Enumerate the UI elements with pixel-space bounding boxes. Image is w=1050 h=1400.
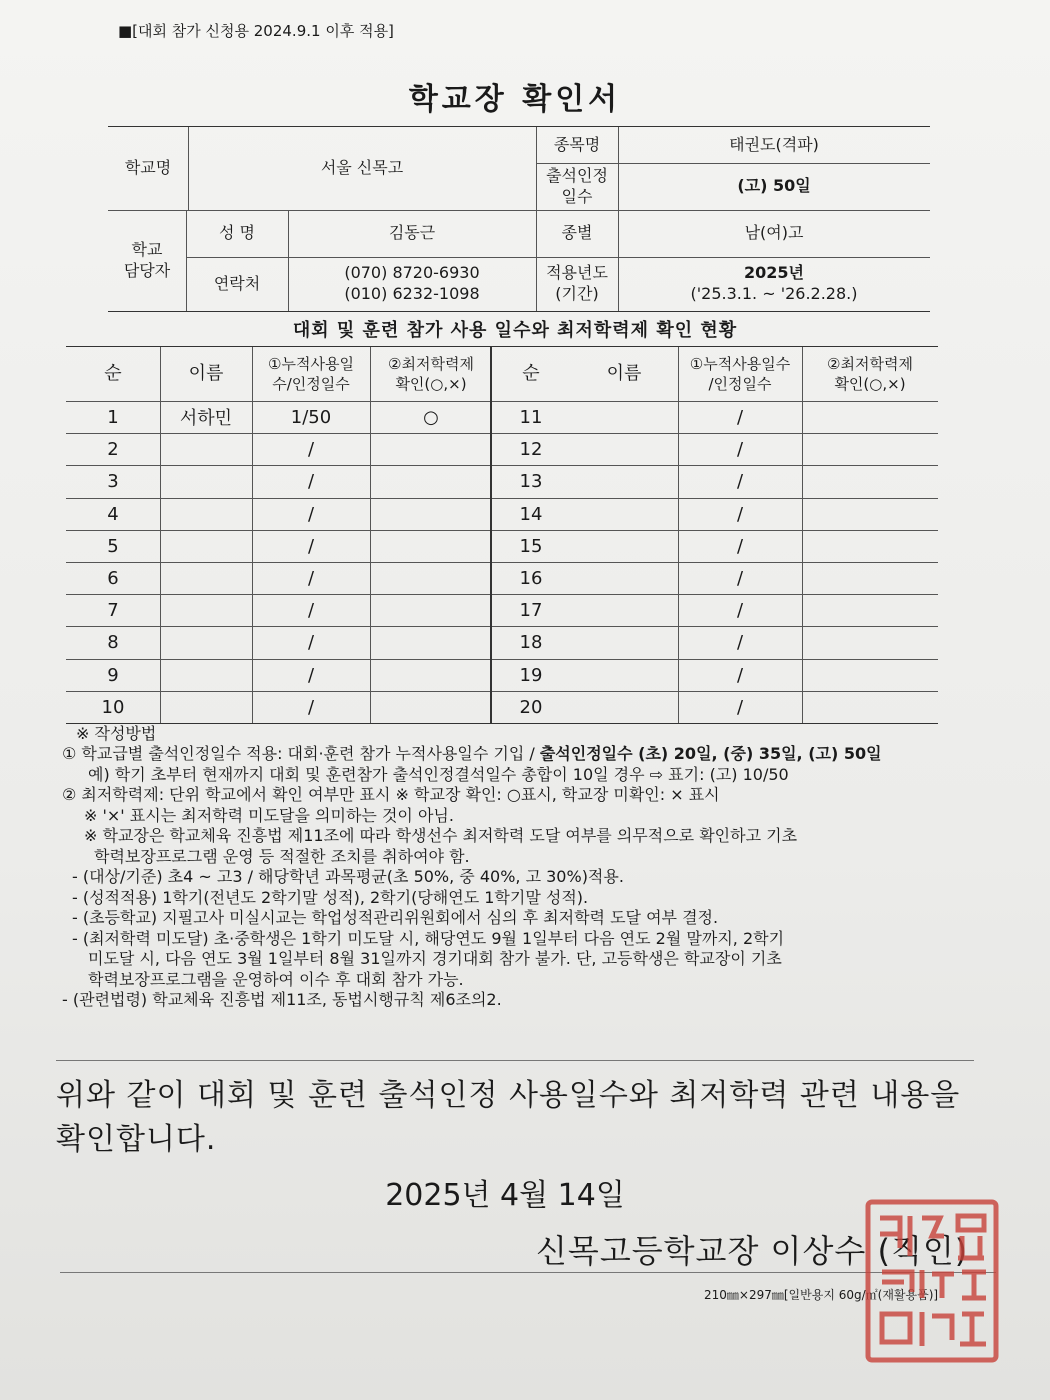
student-name	[160, 626, 252, 658]
row-number: 3	[107, 470, 119, 492]
sport-label: 종목명	[553, 134, 601, 154]
header-check-right-line1: ②최저학력제	[827, 354, 913, 373]
used-days: /	[736, 470, 744, 492]
student-name	[160, 562, 252, 594]
used-days: /	[307, 631, 315, 653]
notes-heading: ※ 작성방법	[76, 724, 157, 743]
detail-4-line2: 미도달 시, 다음 연도 3월 1일부터 8월 31일까지 경기대회 참가 불가. 단, 고등학생은 학교장이 기초	[88, 949, 782, 969]
header-name-left: 이름	[188, 362, 224, 384]
used-days: /	[736, 406, 744, 428]
row-number: 6	[107, 567, 119, 589]
row-number: 8	[107, 631, 119, 653]
used-days: /	[736, 696, 744, 718]
row-number: 13	[519, 470, 543, 492]
header-days-left	[252, 347, 370, 401]
min-academic-check	[802, 594, 938, 626]
note-1	[62, 744, 972, 764]
student-name	[160, 433, 252, 465]
row-number: 19	[519, 664, 543, 686]
used-days: /	[307, 567, 315, 589]
row-number: 14	[519, 503, 543, 525]
row-number: 11	[519, 406, 543, 428]
header-days-left-line2: 수/인정일수	[272, 375, 350, 393]
min-academic-check	[802, 498, 938, 530]
header-check-left-line1: ②최저학력제	[388, 354, 474, 373]
used-days: /	[307, 535, 315, 557]
row-number: 10	[101, 696, 125, 718]
confirmation-line2: 확인합니다.	[56, 1121, 217, 1157]
min-academic-check	[802, 401, 938, 433]
min-academic-check	[370, 433, 492, 465]
header-no-left: 순	[104, 362, 122, 384]
writing-instructions	[62, 724, 972, 1011]
school-label: 학교명	[124, 158, 172, 178]
used-days: /	[307, 470, 315, 492]
min-academic-check	[802, 465, 938, 497]
student-name	[570, 594, 678, 626]
used-days: /	[307, 664, 315, 686]
row-number: 4	[107, 503, 119, 525]
row-number: 18	[519, 631, 543, 653]
row-number: 1	[107, 406, 119, 428]
roster-table	[66, 346, 938, 724]
min-academic-check	[370, 465, 492, 497]
row-number: 17	[519, 599, 543, 621]
student-name	[570, 562, 678, 594]
detail-5: - (관련법령) 학교체육 진흥법 제11조, 동법시행규칙 제6조의2.	[62, 990, 502, 1010]
row-number: 7	[107, 599, 119, 621]
student-name	[160, 659, 252, 691]
detail-4-line3: 학력보장프로그램을 운영하여 이수 후 대회 참가 가능.	[88, 969, 464, 989]
student-name	[570, 433, 678, 465]
header-days-right-line1: ①누적사용일수	[689, 354, 791, 373]
phone-2: (010) 6232-1098	[344, 284, 480, 303]
attendance-value: (고) 50일	[737, 176, 811, 196]
min-academic-check: ○	[423, 406, 439, 428]
school-value: 서울 신목고	[320, 158, 404, 178]
contact-label: 연락처	[213, 273, 261, 293]
principal-signature: 신목고등학교장 이상수 (직인)	[536, 1232, 969, 1270]
used-days: /	[736, 599, 744, 621]
min-academic-check	[370, 626, 492, 658]
student-name	[570, 498, 678, 530]
row-number: 5	[107, 535, 119, 557]
used-days: /	[736, 631, 744, 653]
type-label: 종별	[561, 223, 593, 243]
student-name	[570, 659, 678, 691]
detail-3: - (초등학교) 지필고사 미실시교는 학업성적관리위원회에서 심의 후 최저학력 도달 여부 결정.	[72, 908, 719, 928]
phone-1: (070) 8720-6930	[344, 263, 480, 283]
used-days: /	[307, 503, 315, 525]
row-number: 15	[519, 535, 543, 557]
manager-label	[108, 210, 186, 311]
used-days: /	[307, 599, 315, 621]
detail-4-line1: - (최저학력 미도달) 초·중학생은 1학기 미도달 시, 해당연도 9월 1일부터 다음 연도 2월 말까지, 2학기	[72, 928, 785, 948]
confirmation-statement	[56, 1074, 986, 1161]
student-name	[570, 530, 678, 562]
official-seal-icon	[862, 1196, 1002, 1366]
paper-spec: 210㎜×297㎜[일반용지 60g/㎡(재활용품)]	[704, 1288, 939, 1302]
name-value: 김동근	[388, 223, 436, 243]
note-2-a: ※ '×' 표시는 최저학력 미도달을 의미하는 것이 아님.	[84, 805, 454, 825]
type-value: 남(여)고	[744, 223, 804, 243]
page-title: 학교장 확인서	[408, 82, 622, 117]
used-days: /	[307, 438, 315, 460]
note-1-bold: 출석인정일수 (초) 20일, (중) 35일, (고) 50일	[539, 744, 882, 764]
attendance-label-line1: 출석인정	[546, 165, 608, 185]
student-name	[160, 530, 252, 562]
min-academic-check	[802, 433, 938, 465]
used-days: 1/50	[290, 406, 332, 428]
info-table	[108, 126, 930, 312]
form-usage-note: ■[대회 참가 신청용 2024.9.1 이후 적용]	[118, 22, 394, 40]
year-value-main: 2025년	[744, 263, 804, 283]
used-days: /	[307, 696, 315, 718]
note-2: ② 최저학력제: 단위 학교에서 확인 여부만 표시 ※ 학교장 확인: ○표시, 학교장 미확인: × 표시	[62, 785, 720, 805]
min-academic-check	[370, 498, 492, 530]
attendance-label-line2: 일수	[561, 186, 593, 206]
student-name	[570, 401, 678, 433]
used-days: /	[736, 503, 744, 525]
header-days-right-line2: /인정일수	[708, 375, 772, 393]
contact-value	[288, 257, 536, 311]
issue-date: 2025년 4월 14일	[385, 1178, 625, 1213]
used-days: /	[736, 664, 744, 686]
min-academic-check	[370, 530, 492, 562]
year-label	[536, 257, 618, 311]
header-no-right: 순	[522, 362, 540, 384]
note-1-example: 예) 학기 초부터 현재까지 대회 및 훈련참가 출석인정결석일수 총합이 10일 경우 ⇨ 표기: (고) 10/50	[88, 764, 789, 784]
student-name	[160, 691, 252, 723]
student-name	[570, 465, 678, 497]
min-academic-check	[370, 594, 492, 626]
student-name	[160, 594, 252, 626]
row-number: 9	[107, 664, 119, 686]
header-name-right: 이름	[606, 362, 642, 384]
used-days: /	[736, 535, 744, 557]
sport-value: 태권도(격파)	[729, 134, 819, 154]
note-2-b2: 학력보장프로그램 운영 등 적절한 조치를 취하여야 함.	[94, 846, 470, 866]
min-academic-check	[802, 626, 938, 658]
min-academic-check	[802, 530, 938, 562]
header-check-right	[802, 347, 938, 401]
header-check-left-line2: 확인(○,×)	[395, 375, 467, 393]
row-number: 20	[519, 696, 543, 718]
header-check-left	[370, 347, 492, 401]
manager-label-line2: 담당자	[123, 260, 171, 280]
min-academic-check	[802, 562, 938, 594]
row-number: 2	[107, 438, 119, 460]
detail-2: - (성적적용) 1학기(전년도 2학기말 성적), 2학기(당해연도 1학기말 성적).	[72, 887, 589, 907]
header-days-left-line1: ①누적사용일	[268, 354, 354, 373]
min-academic-check	[802, 691, 938, 723]
header-check-right-line2: 확인(○,×)	[834, 375, 906, 393]
header-days-right	[678, 347, 802, 401]
used-days: /	[736, 567, 744, 589]
student-name	[160, 465, 252, 497]
footer-divider	[60, 1272, 996, 1273]
min-academic-check	[370, 659, 492, 691]
year-value	[618, 257, 930, 311]
min-academic-check	[370, 691, 492, 723]
detail-1: - (대상/기준) 초4 ~ 고3 / 해당학년 과목평균(초 50%, 중 40%, 고 30%)적용.	[72, 867, 624, 887]
year-period: ('25.3.1. ~ '26.2.28.)	[690, 284, 858, 303]
student-name	[570, 626, 678, 658]
divider	[56, 1060, 974, 1061]
min-academic-check	[802, 659, 938, 691]
year-label-line1: 적용년도	[546, 263, 608, 283]
row-number: 12	[519, 438, 543, 460]
year-label-line2: (기간)	[555, 284, 599, 303]
student-name: 서하민	[179, 408, 233, 429]
min-academic-check	[370, 562, 492, 594]
note-1-text: ① 학교급별 출석인정일수 적용: 대회·훈련 참가 누적사용일수 기입 /	[62, 744, 540, 764]
name-label: 성 명	[219, 223, 255, 243]
attendance-label	[536, 163, 618, 210]
roster-title: 대회 및 훈련 참가 사용 일수와 최저학력제 확인 현황	[292, 320, 738, 341]
student-name	[160, 498, 252, 530]
manager-label-line1: 학교	[131, 239, 163, 259]
row-number: 16	[519, 567, 543, 589]
note-2-b1: ※ 학교장은 학교체육 진흥법 제11조에 따라 학생선수 최저학력 도달 여부를 의무적으로 확인하고 기초	[84, 826, 798, 846]
used-days: /	[736, 438, 744, 460]
confirmation-line1: 위와 같이 대회 및 훈련 출석인정 사용일수와 최저학력 관련 내용을	[56, 1078, 961, 1113]
student-name	[570, 691, 678, 723]
